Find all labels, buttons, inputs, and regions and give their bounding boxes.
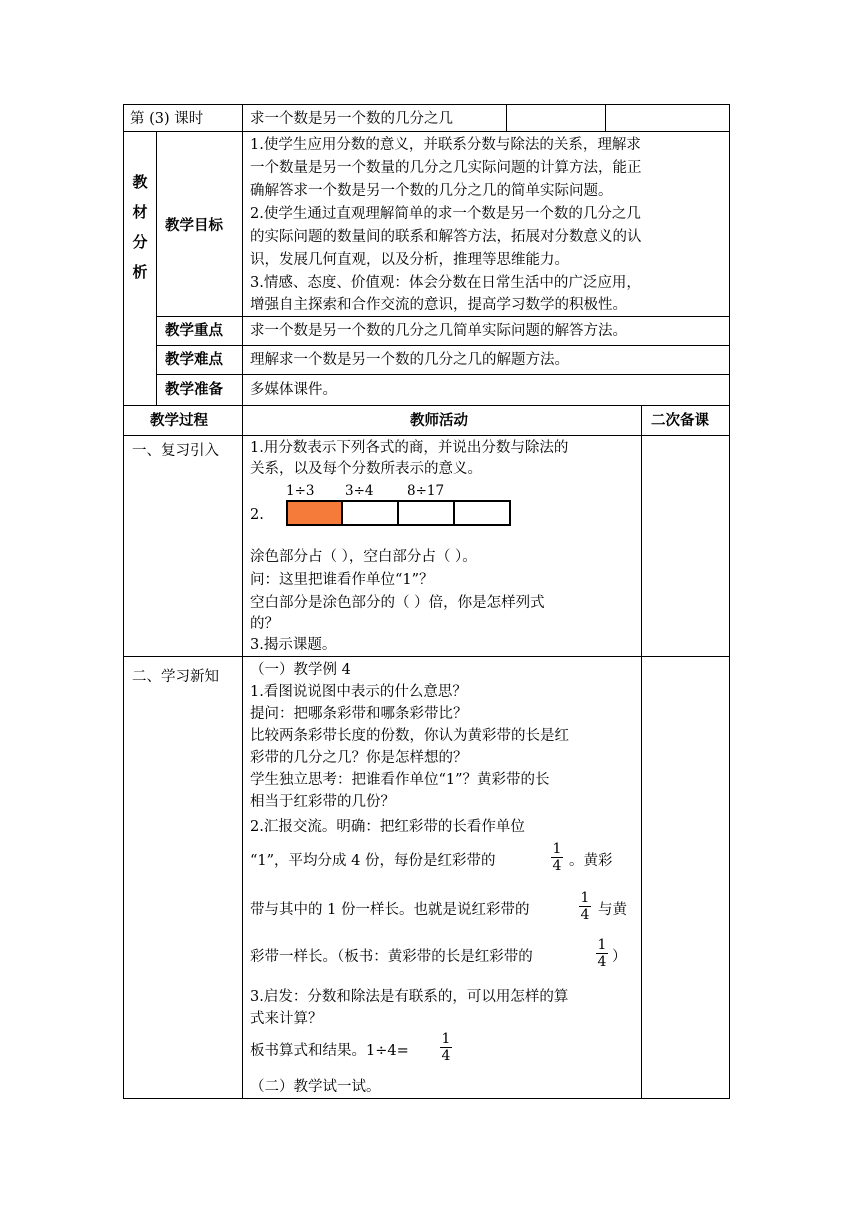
- activity-header: 教师活动: [410, 412, 468, 429]
- key-point-label: 教学重点: [165, 322, 223, 339]
- col-divider: [506, 104, 507, 132]
- new-knowledge-label: 二、学习新知: [132, 669, 219, 685]
- new-line: 1.看图说说图中表示的什么意思？: [250, 684, 467, 700]
- fraction-numerator: 1: [580, 890, 590, 906]
- difficulty-text: 理解求一个数是另一个数的几分之几的解题方法。: [250, 352, 569, 368]
- new-line: （二）教学试一试。: [250, 1079, 381, 1095]
- preparation-label: 教学准备: [165, 381, 223, 398]
- col-divider: [605, 104, 606, 132]
- division-expression: 1÷3: [286, 483, 315, 499]
- lesson-number: 第 (3) 课时: [130, 111, 204, 127]
- goal-line: 1.使学生应用分数的意义，并联系分数与除法的关系，理解求: [250, 137, 641, 153]
- review-line: 1.用分数表示下列各式的商，并说出分数与除法的: [250, 440, 569, 456]
- new-line: 彩带的几分之几？你是怎样想的？: [250, 750, 468, 766]
- fraction-denominator: 4: [580, 907, 590, 923]
- fraction-numerator: 1: [441, 1031, 451, 1047]
- new-line: （一）教学例 4: [250, 662, 351, 678]
- row-divider: [123, 405, 730, 406]
- goal-line: 增强自主探索和合作交流的意识，提高学习数学的积极性。: [250, 297, 627, 313]
- fraction-numerator: 1: [552, 841, 562, 857]
- fraction-one-quarter: [596, 938, 608, 969]
- second-prep-header: 二次备课: [651, 412, 709, 429]
- col-divider: [242, 104, 243, 132]
- review-label: 一、复习引入: [132, 443, 219, 459]
- goal-line: 3.情感、态度、价值观：体会分数在日常生活中的广泛应用，: [250, 275, 641, 291]
- review-line: 关系，以及每个分数所表示的意义。: [250, 461, 482, 477]
- goal-line: 识，发展几何直观，以及分析，推理等思维能力。: [250, 252, 569, 268]
- review-line: 3.揭示课题。: [250, 637, 337, 653]
- new-line: 与黄: [598, 902, 627, 918]
- row-divider: [123, 656, 730, 657]
- review-line: 空白部分是涂色部分的（ ）倍，你是怎样列式: [250, 595, 545, 611]
- col-divider: [156, 131, 157, 406]
- new-line: 比较两条彩带长度的份数，你认为黄彩带的长是红: [250, 728, 569, 744]
- new-line: 相当于红彩带的几份？: [250, 794, 395, 810]
- new-line: 彩带一样长。（板书：黄彩带的长是红彩带的: [250, 949, 533, 965]
- key-point-text: 求一个数是另一个数的几分之几简单实际问题的解答方法。: [250, 323, 627, 339]
- lesson-title: 求一个数是另一个数的几分之几: [250, 111, 453, 127]
- goal-line: 2.使学生通过直观理解简单的求一个数是另一个数的几分之几: [250, 206, 641, 222]
- fraction-one-quarter: [440, 1032, 452, 1063]
- review-line: 涂色部分占（ ），空白部分占（ ）。: [250, 549, 477, 565]
- review-line: 问：这里把谁看作单位“1”？: [250, 572, 434, 588]
- shaded-part-box: [286, 500, 343, 526]
- blank-part-box: [397, 500, 455, 526]
- new-line: 2.汇报交流。明确：把红彩带的长看作单位: [250, 819, 525, 835]
- col-divider: [242, 131, 243, 406]
- new-line: ）: [612, 949, 627, 965]
- section-label-char: 教: [132, 173, 148, 191]
- fraction-denominator: 4: [441, 1048, 451, 1064]
- new-line: 带与其中的 1 份一样长。也就是说红彩带的: [250, 902, 530, 918]
- difficulty-label: 教学难点: [165, 351, 223, 368]
- item-number: 2.: [250, 507, 264, 523]
- goals-label: 教学目标: [165, 217, 223, 234]
- blank-part-box: [341, 500, 399, 526]
- section-label-char: 析: [132, 263, 148, 281]
- division-expression: 3÷4: [345, 483, 374, 499]
- col-divider: [242, 405, 243, 1099]
- fraction-one-quarter: [579, 891, 591, 922]
- new-line: 板书算式和结果。1÷4=: [250, 1043, 409, 1059]
- new-line: 式来计算？: [250, 1011, 323, 1027]
- goal-line: 一个数量是另一个数量的几分之几实际问题的计算方法，能正: [250, 160, 642, 176]
- row-divider: [123, 435, 730, 436]
- new-line: 提问：把哪条彩带和哪条彩带比？: [250, 706, 468, 722]
- review-line: 的？: [250, 616, 279, 632]
- new-line: 3.启发：分数和除法是有联系的，可以用怎样的算: [250, 989, 569, 1005]
- fraction-denominator: 4: [552, 858, 562, 874]
- col-divider: [641, 405, 642, 1099]
- fraction-one-quarter: [551, 842, 563, 873]
- blank-part-box: [453, 500, 511, 526]
- goal-line: 的实际问题的数量间的联系和解答方法，拓展对分数意义的认: [250, 229, 642, 245]
- division-expression: 8÷17: [407, 483, 445, 499]
- new-line: “1”，平均分成 4 份，每份是红彩带的: [250, 853, 496, 869]
- section-label-char: 分: [132, 233, 148, 251]
- new-line: 。黄彩: [569, 853, 613, 869]
- new-line: 学生独立思考：把谁看作单位“1”？黄彩带的长: [250, 772, 550, 788]
- row-divider: [123, 131, 730, 132]
- goal-line: 确解答求一个数是另一个数的几分之几的简单实际问题。: [250, 183, 613, 199]
- section-label-char: 材: [132, 203, 148, 221]
- preparation-text: 多媒体课件。: [250, 382, 337, 398]
- fraction-numerator: 1: [597, 937, 607, 953]
- fraction-denominator: 4: [597, 954, 607, 970]
- process-header: 教学过程: [150, 412, 208, 429]
